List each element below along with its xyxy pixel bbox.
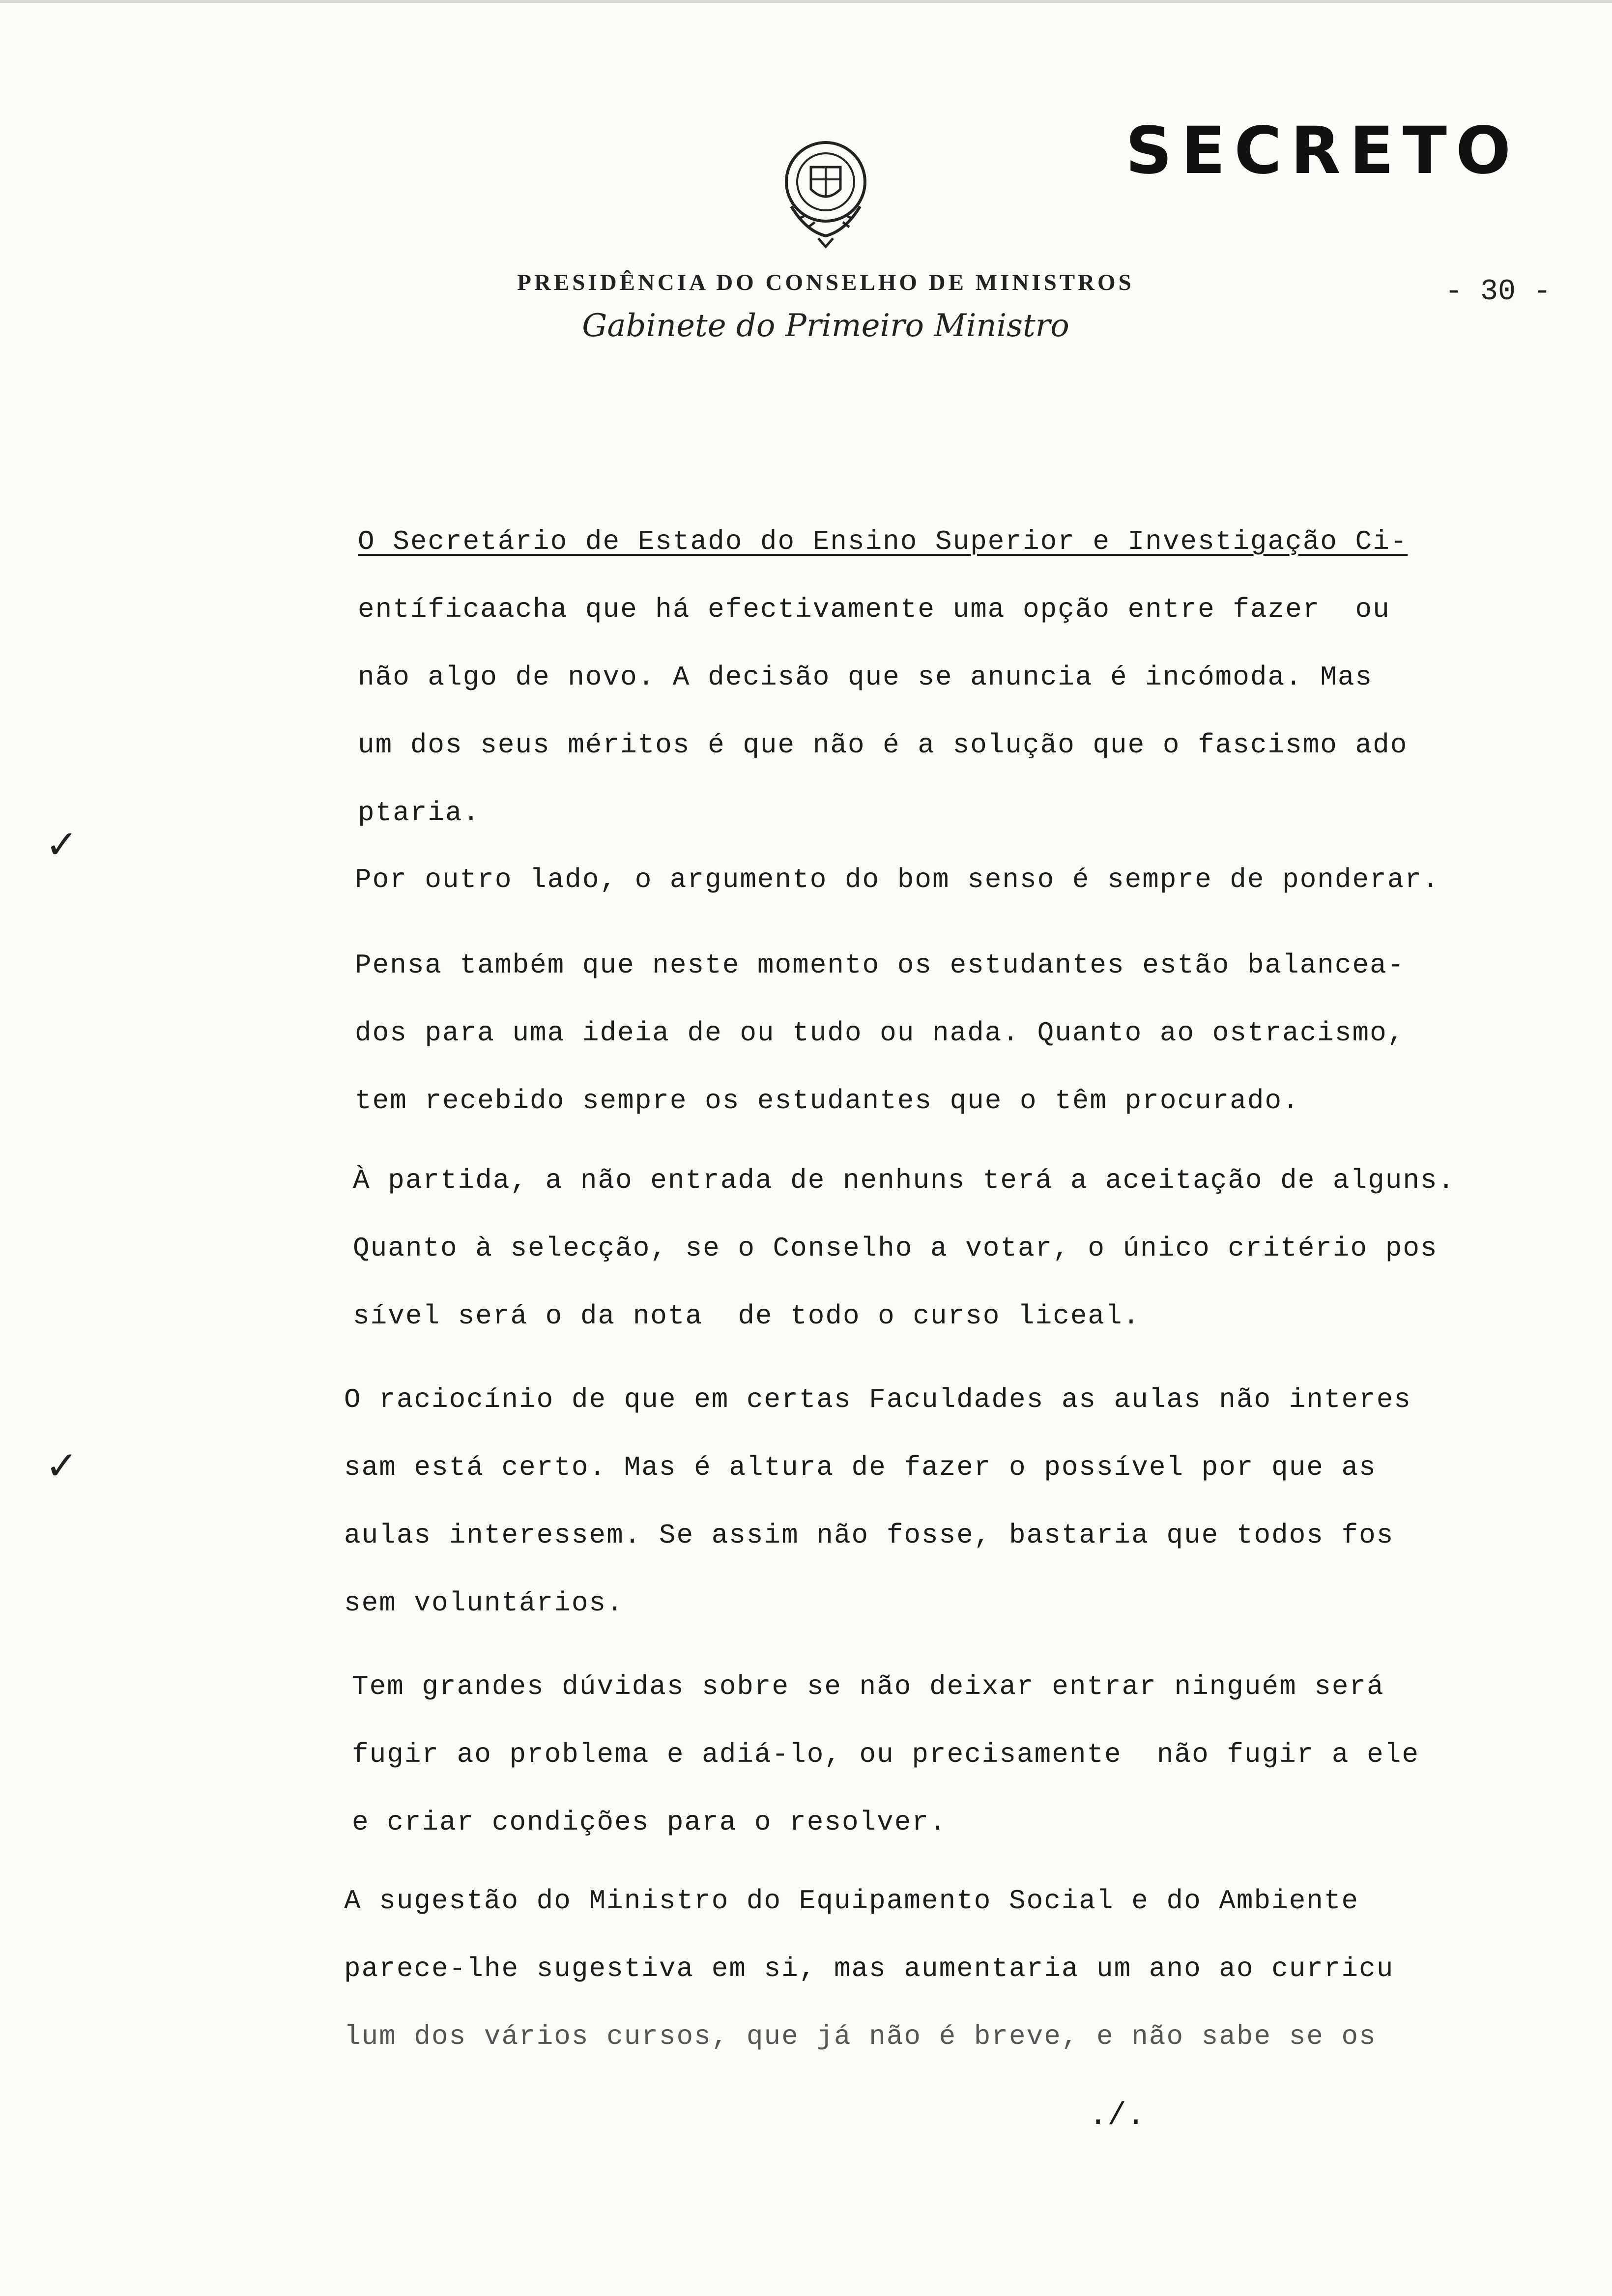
continuation-mark: ./. <box>1089 2098 1146 2134</box>
header-subtitle: Gabinete do Primeiro Ministro <box>582 308 1069 344</box>
classification-stamp: SECRETO <box>1125 113 1520 189</box>
text-line: Tem grandes dúvidas sobre se não deixar entrar ninguém será <box>352 1671 1384 1702</box>
text-line: sam está certo. Mas é altura de fazer o possível por que as <box>344 1452 1377 1483</box>
text-line: lum dos vários cursos, que já não é breve, e não sabe se os <box>344 2021 1377 2052</box>
text-line: parece-lhe sugestiva em si, mas aumentaria um ano ao curricu <box>344 1953 1394 1984</box>
coat-of-arms-seal-icon <box>772 133 880 251</box>
text-line: e criar condições para o resolver. <box>352 1807 947 1838</box>
text-line: O Secretário de Estado do Ensino Superior e Investigação Ci- <box>358 526 1408 557</box>
text-line: A sugestão do Ministro do Equipamento Social e do Ambiente <box>344 1885 1359 1917</box>
text-line: sem voluntários. <box>344 1587 624 1619</box>
text-line: ptaria. <box>358 797 481 829</box>
text-line: Por outro lado, o argumento do bom senso é sempre de ponderar. <box>355 864 1440 895</box>
text-line: entíficaacha que há efectivamente uma opção entre fazer ou <box>358 594 1390 625</box>
text-line: O raciocínio de que em certas Faculdades as aulas não interes <box>344 1384 1411 1415</box>
text-line: não algo de novo. A decisão que se anuncia é incómoda. Mas <box>358 661 1373 693</box>
text-line: sível será o da nota de todo o curso liceal. <box>353 1300 1141 1332</box>
margin-check-mark: ✓ <box>45 1443 79 1489</box>
header-title: PRESIDÊNCIA DO CONSELHO DE MINISTROS <box>517 270 1134 295</box>
text-line: um dos seus méritos é que não é a solução que o fascismo ado <box>358 729 1408 761</box>
text-line: aulas interessem. Se assim não fosse, bastaria que todos fos <box>344 1520 1394 1551</box>
scan-top-edge <box>0 0 1612 3</box>
text-line: tem recebido sempre os estudantes que o têm procurado. <box>355 1085 1300 1117</box>
text-line: fugir ao problema e adiá-lo, ou precisamente não fugir a ele <box>352 1739 1419 1770</box>
margin-check-mark: ✓ <box>45 822 79 867</box>
page-number: - 30 - <box>1445 275 1552 309</box>
text-line: Quanto à selecção, se o Conselho a votar, o único critério pos <box>353 1233 1438 1264</box>
text-line: dos para uma ideia de ou tudo ou nada. Quanto ao ostracismo, <box>355 1017 1405 1049</box>
text-line: Pensa também que neste momento os estudantes estão balancea- <box>355 949 1405 981</box>
text-line: À partida, a não entrada de nenhuns terá a aceitação de alguns. <box>353 1165 1456 1196</box>
